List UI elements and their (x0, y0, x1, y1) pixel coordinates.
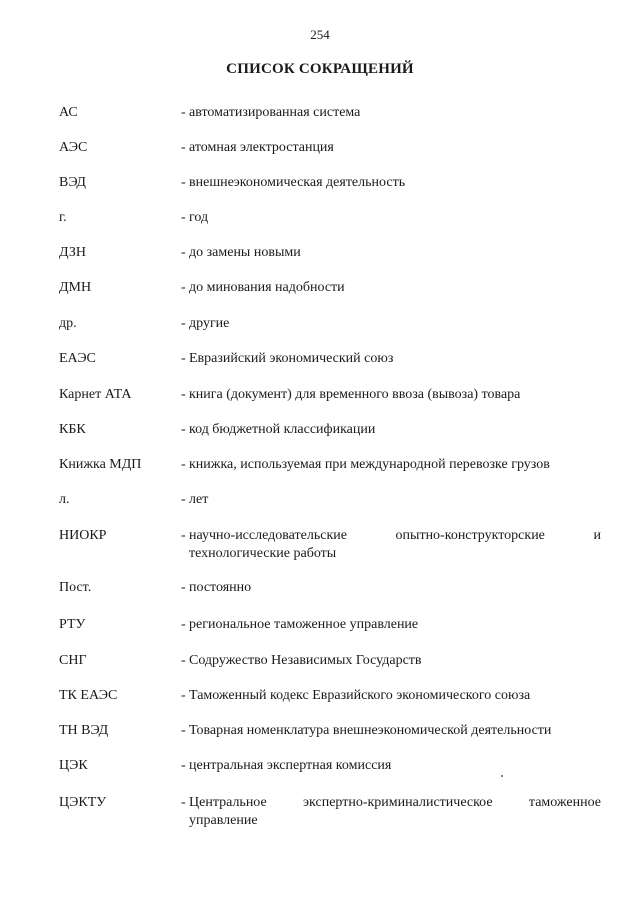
abbreviation: ЦЭК (59, 758, 88, 773)
abbreviation: ЕАЭС (59, 351, 96, 366)
definition: Товарная номенклатура внешнеэкономической деятельности (189, 723, 552, 738)
definition: региональное таможенное управление (189, 617, 419, 632)
dash: - (181, 422, 186, 437)
definition: другие (189, 316, 230, 331)
definition: Содружество Независимых Государств (189, 653, 422, 668)
dash: - (181, 105, 186, 120)
abbreviation: ДМН (59, 280, 92, 295)
dash: - (181, 387, 186, 402)
definition-line: научно-исследовательские опытно-конструкторские и (189, 528, 601, 543)
page-number: 254 (310, 27, 330, 42)
abbreviation: л. (59, 492, 70, 507)
abbreviation: КБК (59, 422, 86, 437)
dash: - (181, 351, 186, 366)
abbreviation: Карнет АТА (59, 387, 132, 402)
abbreviation: ТК ЕАЭС (59, 688, 118, 703)
definition (189, 527, 601, 563)
dash: - (181, 316, 186, 331)
definition: атомная электростанция (189, 140, 334, 155)
abbreviation: АС (59, 105, 78, 120)
definition: книжка, используемая при международной перевозке грузов (189, 457, 550, 472)
definition: год (189, 210, 209, 225)
definition-line: технологические работы (189, 546, 337, 561)
definition: книга (документ) для временного ввоза (вывоза) товара (189, 387, 521, 402)
abbreviation: Книжка МДП (59, 457, 142, 472)
definition: код бюджетной классификации (189, 422, 376, 437)
dash: - (181, 280, 186, 295)
dash: - (181, 140, 186, 155)
definition: Таможенный кодекс Евразийского экономического союза (189, 688, 531, 703)
dash: - (181, 457, 186, 472)
definition-line: Центральное экспертно-криминалистическое таможенное (189, 795, 601, 810)
dash: - (181, 758, 186, 773)
dash: - (181, 688, 186, 703)
dash: - (181, 617, 186, 632)
abbreviation: РТУ (59, 617, 86, 632)
abbreviation: ВЭД (59, 175, 86, 190)
dash: - (181, 245, 186, 260)
dash: - (181, 795, 186, 810)
definition: автоматизированная система (189, 105, 361, 120)
definition: постоянно (189, 580, 252, 595)
definition: до замены новыми (189, 245, 301, 260)
abbreviation: др. (59, 316, 77, 331)
definition: внешнеэкономическая деятельность (189, 175, 406, 190)
dash: - (181, 723, 186, 738)
abbreviation: г. (59, 210, 67, 225)
dash: - (181, 492, 186, 507)
scan-speck (501, 775, 503, 777)
abbreviation: ДЗН (59, 245, 87, 260)
abbreviation: ЦЭКТУ (59, 795, 107, 810)
definition: лет (189, 492, 209, 507)
definition: Евразийский экономический союз (189, 351, 394, 366)
dash: - (181, 528, 186, 543)
definition: до минования надобности (189, 280, 345, 295)
dash: - (181, 175, 186, 190)
dash: - (181, 210, 186, 225)
definition (189, 794, 601, 830)
abbreviation: Пост. (59, 580, 92, 595)
dash: - (181, 580, 186, 595)
page-title: СПИСОК СОКРАЩЕНИЙ (226, 61, 414, 77)
dash: - (181, 653, 186, 668)
abbreviation: СНГ (59, 653, 87, 668)
abbreviation: ТН ВЭД (59, 723, 109, 738)
definition: центральная экспертная комиссия (189, 758, 392, 773)
abbreviation: НИОКР (59, 528, 107, 543)
definition-line: управление (189, 813, 258, 828)
abbreviation: АЭС (59, 140, 88, 155)
